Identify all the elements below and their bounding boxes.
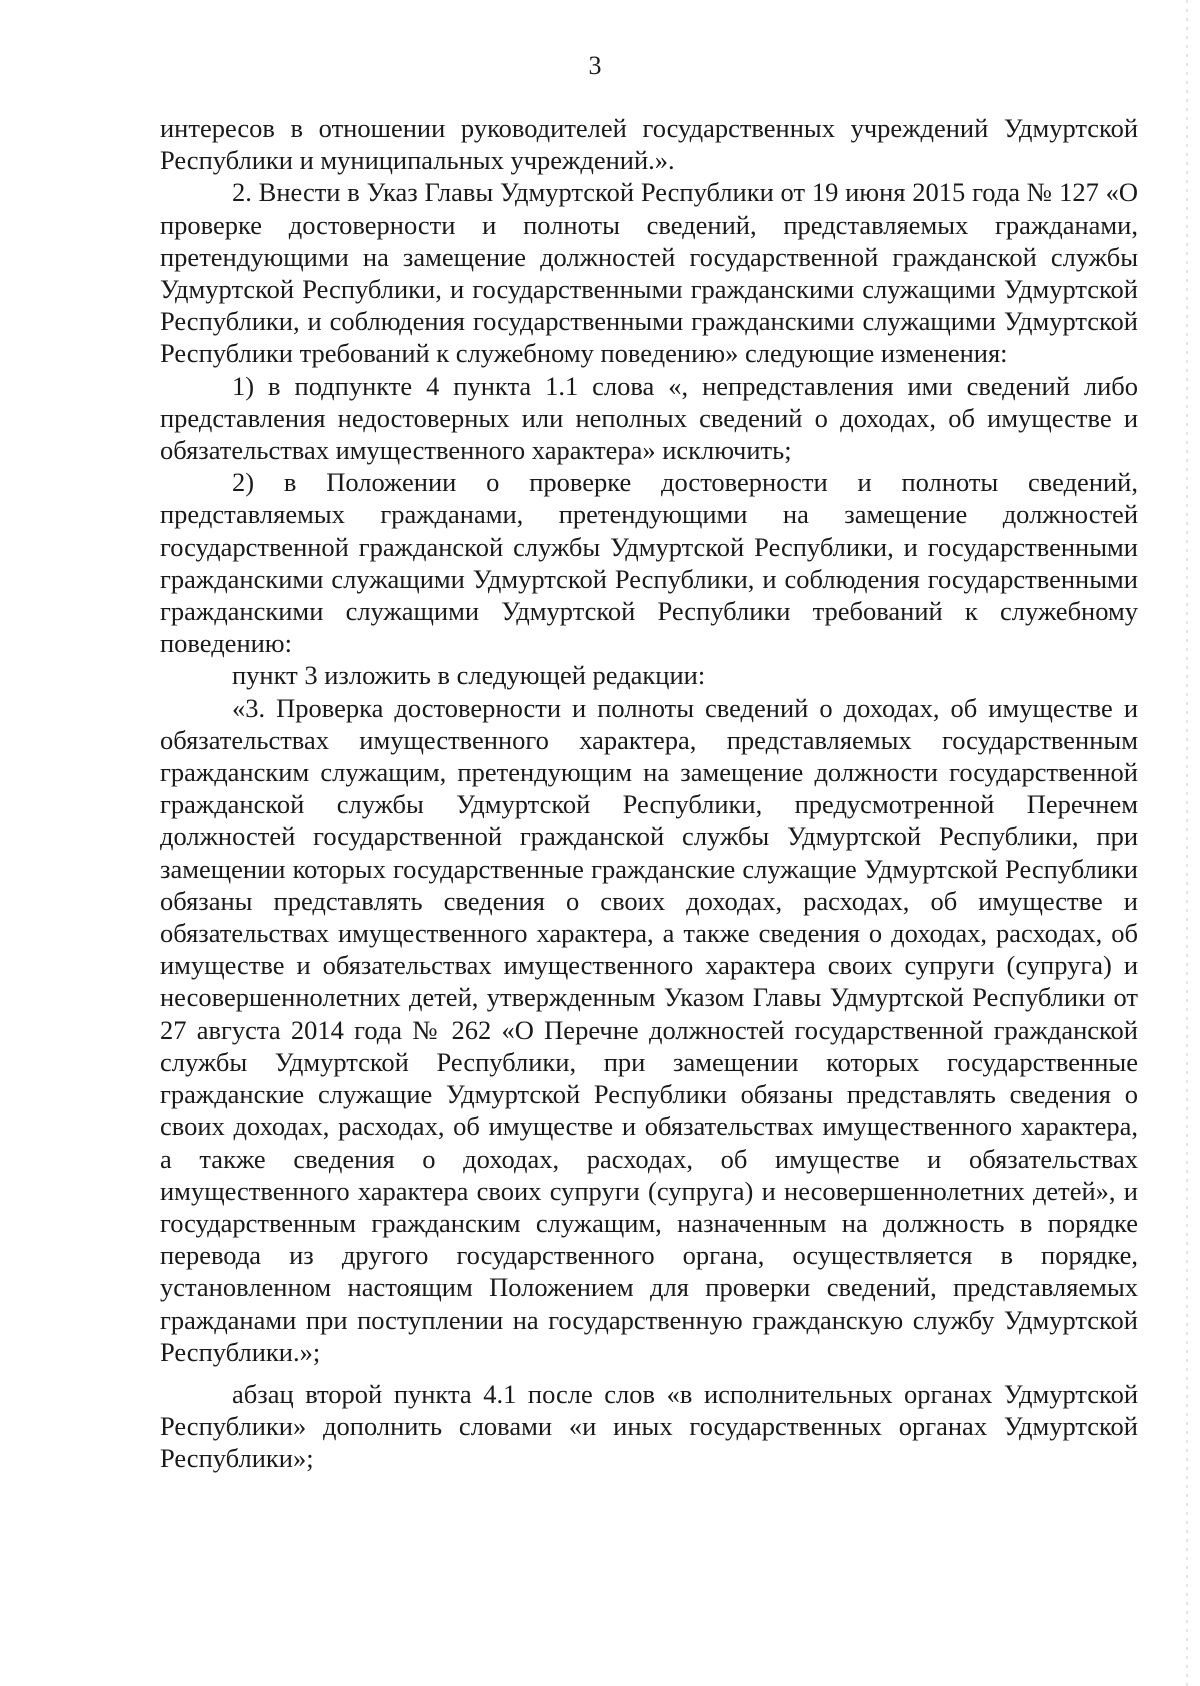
scan-edge-artifact bbox=[1186, 0, 1188, 1686]
paragraph-subitem-1: 1) в подпункте 4 пункта 1.1 слова «, непредставления ими сведений либо представления недостоверных или неполных сведений о доходах, об имуществе и обязательствах имущественного характера» исключить; bbox=[160, 370, 1138, 466]
document-body bbox=[160, 112, 1138, 1475]
paragraph-point-4-1: абзац второй пункта 4.1 после слов «в исполнительных органах Удмуртской Республики» дополнить словами «и иных государственных органах Удмуртской Республики»; bbox=[160, 1378, 1138, 1474]
paragraph-point-3-intro: пункт 3 изложить в следующей редакции: bbox=[232, 660, 706, 691]
paragraph-item-2: 2. Внести в Указ Главы Удмуртской Республики от 19 июня 2015 года № 127 «О проверке достоверности и полноты сведений, представляемых гражданами, претендующими на замещение должностей государственной гражданской службы Удмуртской Республики, и государственными гражданскими служащими Удмуртской Республики, и соблюдения государственными гражданскими служащими Удмуртской Республики требований к служебному поведению» следующие изменения: bbox=[160, 177, 1138, 369]
page-number: 3 bbox=[588, 51, 602, 80]
paragraph-point-3-text: «3. Проверка достоверности и полноты сведений о доходах, об имуществе и обязательствах имущественного характера, представляемых государственным гражданским служащим, претендующим на замещение должности государственной гражданской службы Удмуртской Республики, предусмотренной Перечнем должностей государственной гражданской службы Удмуртской Республики, при замещении которых государственные гражданские служащие Удмуртской Республики обязаны представлять сведения о своих доходах, расходах, об имуществе и обязательствах имущественного характера, а также сведения о доходах, расходах, об имуществе и обязательствах имущественного характера своих супруги (супруга) и несовершеннолетних детей, утвержденным Указом Главы Удмуртской Республики от 27 августа 2014 года № 262 «О Перечне должностей государственной гражданской службы Удмуртской Республики, при замещении которых государственные гражданские служащие Удмуртской Республики обязаны представлять сведения о своих доходах, расходах, об имуществе и обязательствах имущественного характера, а также сведения о доходах, расходах, об имуществе и обязательствах имущественного характера своих супруги (супруга) и несовершеннолетних детей», и государственным гражданским служащим, назначенным на должность в порядке перевода из другого государственного органа, осуществляется в порядке, установленном настоящим Положением для проверки сведений, представляемых гражданами при поступлении на государственную гражданскую службу Удмуртской Республики.»; bbox=[160, 692, 1138, 1367]
paragraph-continuation: интересов в отношении руководителей государственных учреждений Удмуртской Республики и муниципальных учреждений.». bbox=[160, 113, 1138, 176]
paragraph-subitem-2: 2) в Положении о проверке достоверности и полноты сведений, представляемых гражданами, претендующими на замещение должностей государственной гражданской службы Удмуртской Республики, и государственными гражданскими служащими Удмуртской Республики, и соблюдения государственными гражданскими служащими Удмуртской Республики требований к служебному поведению: bbox=[160, 467, 1138, 659]
